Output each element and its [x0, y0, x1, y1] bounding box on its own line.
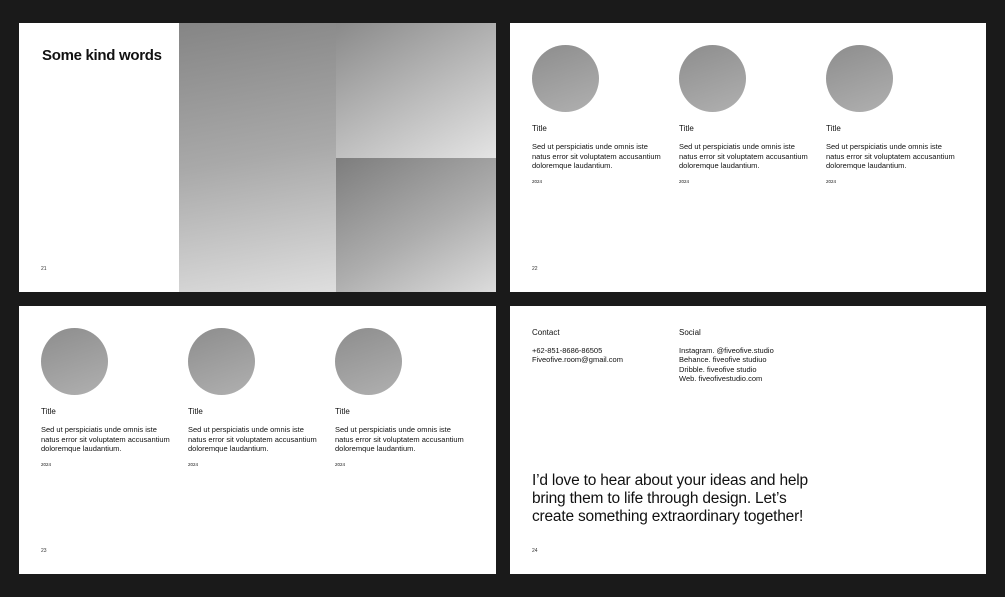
- testimonial-card: [335, 328, 470, 467]
- social-dribbble[interactable]: Dribble. fiveofive studio: [679, 364, 757, 374]
- avatar: [532, 45, 599, 112]
- card-year: 2024: [41, 461, 52, 467]
- slide-23[interactable]: [19, 306, 496, 574]
- contact-section: [532, 328, 623, 365]
- social-heading: Social: [679, 328, 701, 337]
- card-title: Title: [679, 124, 694, 133]
- page-number: 24: [532, 548, 538, 554]
- contact-heading: Contact: [532, 328, 560, 337]
- slide-22[interactable]: [510, 23, 986, 292]
- card-title: Title: [826, 124, 841, 133]
- social-section: [679, 328, 774, 383]
- social-behance[interactable]: Behance. fiveofive studiuo: [679, 355, 767, 365]
- contact-email[interactable]: Fiveofive.room@gmail.com: [532, 355, 623, 365]
- avatar: [335, 328, 402, 395]
- closing-message: I’d love to hear about your ideas and help bring them to life through design. Let’s create something extraordinary together!: [532, 472, 808, 525]
- avatar: [679, 45, 746, 112]
- avatar: [188, 328, 255, 395]
- slide-heading: Some kind words: [42, 47, 162, 64]
- card-year: 2024: [188, 461, 199, 467]
- card-title: Title: [532, 124, 547, 133]
- card-description: Sed ut perspiciatis unde omnis iste natus error sit voluptatem accusantium doloremque laudantium.: [335, 425, 464, 453]
- page-number: 21: [41, 266, 47, 272]
- card-year: 2024: [532, 178, 543, 184]
- avatar: [826, 45, 893, 112]
- testimonial-card: [532, 45, 667, 184]
- slide-24[interactable]: [510, 306, 986, 574]
- card-title: Title: [335, 407, 350, 416]
- card-description: Sed ut perspiciatis unde omnis iste natus error sit voluptatem accusantium doloremque laudantium.: [41, 425, 170, 453]
- social-instagram[interactable]: Instagram. @fiveofive.studio: [679, 346, 774, 356]
- testimonial-image-top: [336, 23, 496, 158]
- card-description: Sed ut perspiciatis unde omnis iste natus error sit voluptatem accusantium doloremque laudantium.: [188, 425, 317, 453]
- contact-phone[interactable]: +62-851-8686-86505: [532, 346, 603, 356]
- card-title: Title: [188, 407, 203, 416]
- card-year: 2024: [335, 461, 346, 467]
- page-number: 23: [41, 548, 47, 554]
- testimonial-image-large: [179, 23, 336, 292]
- card-description: Sed ut perspiciatis unde omnis iste natus error sit voluptatem accusantium doloremque laudantium.: [826, 142, 955, 170]
- card-year: 2024: [826, 178, 837, 184]
- testimonial-card: [188, 328, 323, 467]
- card-year: 2024: [679, 178, 690, 184]
- testimonial-image-bottom: [336, 158, 496, 292]
- card-title: Title: [41, 407, 56, 416]
- card-description: Sed ut perspiciatis unde omnis iste natus error sit voluptatem accusantium doloremque laudantium.: [532, 142, 661, 170]
- page-number: 22: [532, 266, 538, 272]
- testimonial-card: [826, 45, 961, 184]
- avatar: [41, 328, 108, 395]
- social-web[interactable]: Web. fiveofivestudio.com: [679, 373, 763, 383]
- card-description: Sed ut perspiciatis unde omnis iste natus error sit voluptatem accusantium doloremque laudantium.: [679, 142, 808, 170]
- slide-21[interactable]: [19, 23, 496, 292]
- testimonial-card: [41, 328, 176, 467]
- testimonial-card: [679, 45, 814, 184]
